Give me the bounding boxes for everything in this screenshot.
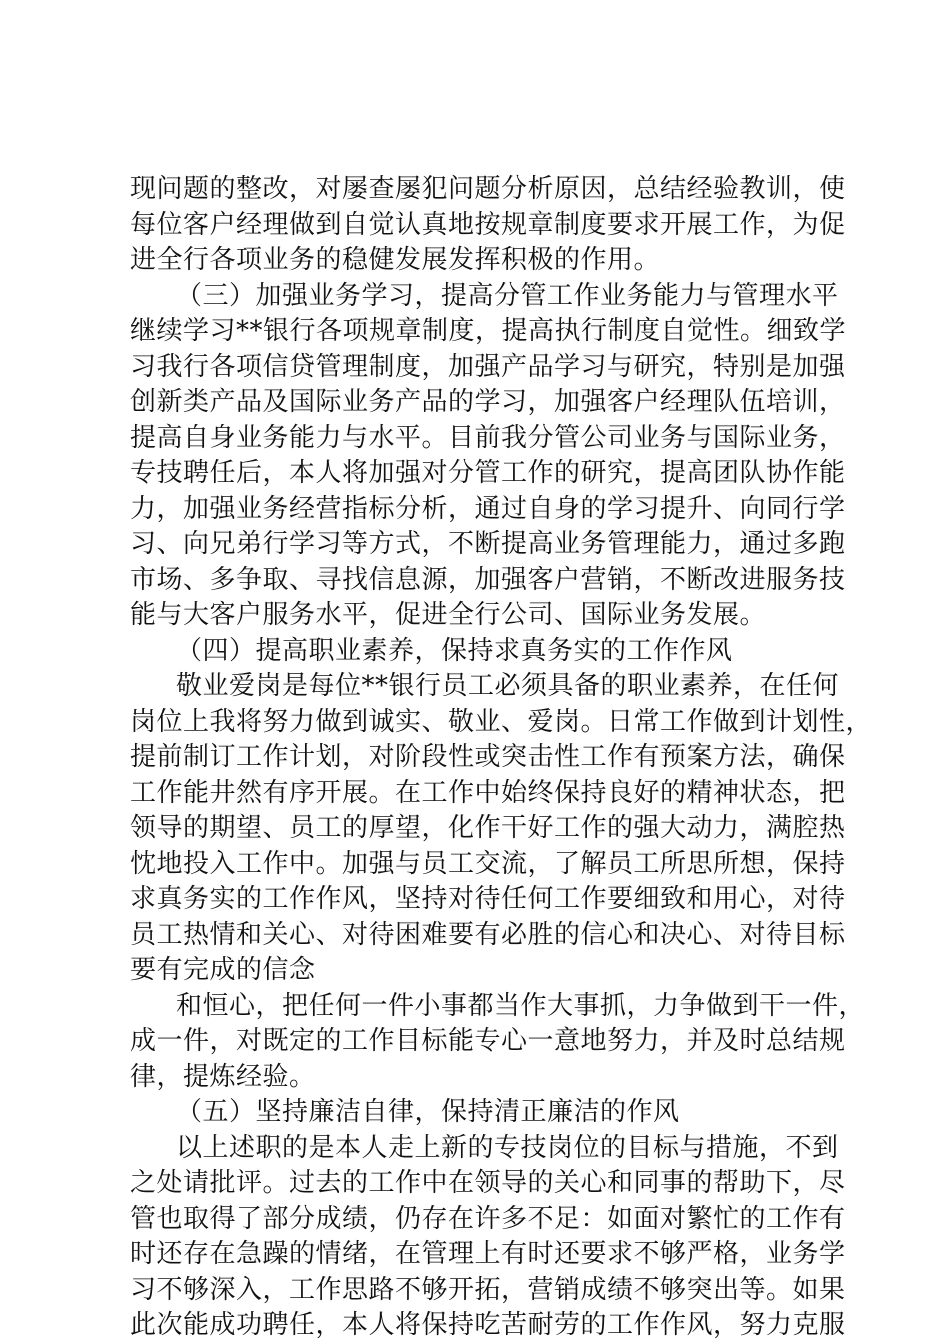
text-line: 力，加强业务经营指标分析，通过自身的学习提升、向同行学 (130, 493, 846, 524)
text-line: 进全行各项业务的稳健发展发挥积极的作用。 (130, 245, 661, 275)
text-line: 习不够深入，工作思路不够开拓，营销成绩不够突出等。如果 (130, 1274, 846, 1305)
text-line: 和恒心，把任何一件小事都当作大事抓，力争做到干一件， (176, 990, 866, 1021)
text-line: 创新类产品及国际业务产品的学习，加强客户经理队伍培训， (130, 387, 846, 417)
text-line: 提高自身业务能力与水平。目前我分管公司业务与国际业务， (130, 422, 846, 453)
text-line: 此次能成功聘任，本人将保持吃苦耐劳的工作作风，努力克服 (130, 1310, 846, 1340)
text-line: 习我行各项信贷管理制度，加强产品学习与研究，特别是加强 (130, 351, 846, 382)
text-line: （三）加强业务学习，提高分管工作业务能力与管理水平 (176, 280, 839, 311)
text-line: 要有完成的信念 (130, 955, 316, 985)
text-line: 敬业爱岗是每位**银行员工必须具备的职业素养，在任何 (176, 671, 840, 701)
text-line: 提前制订工作计划，对阶段性或突击性工作有预案方法，确保 (130, 742, 846, 772)
text-line: 律，提炼经验。 (130, 1061, 316, 1092)
text-line: 领导的期望、员工的厚望，化作干好工作的强大动力，满腔热 (130, 813, 846, 843)
text-line: 之处请批评。过去的工作中在领导的关心和同事的帮助下，尽 (130, 1168, 846, 1198)
text-line: 专技聘任后，本人将加强对分管工作的研究，提高团队协作能 (130, 458, 846, 488)
text-line: 能与大客户服务水平，促进全行公司、国际业务发展。 (130, 600, 767, 630)
text-line: （四）提高职业素养，保持求真务实的工作作风 (176, 635, 733, 666)
text-line: 工作能井然有序开展。在工作中始终保持良好的精神状态，把 (130, 777, 846, 808)
text-line: 习、向兄弟行学习等方式，不断提高业务管理能力，通过多跑 (130, 529, 846, 559)
text-line: 求真务实的工作作风，坚持对待任何工作要细致和用心，对待 (130, 884, 846, 914)
body-text (130, 172, 873, 1344)
text-line: 每位客户经理做到自觉认真地按规章制度要求开展工作，为促 (130, 209, 846, 240)
text-line: 忱地投入工作中。加强与员工交流，了解员工所思所想，保持 (130, 848, 846, 879)
text-line: 现问题的整改，对屡查屡犯问题分析原因，总结经验教训，使 (130, 174, 846, 204)
text-line: 继续学习**银行各项规章制度，提高执行制度自觉性。细致学 (130, 316, 847, 346)
text-line: 管也取得了部分成绩，仍存在许多不足：如面对繁忙的工作有 (130, 1203, 846, 1234)
text-line: 岗位上我将努力做到诚实、敬业、爱岗。日常工作做到计划性， (130, 706, 873, 737)
text-line: （五）坚持廉洁自律，保持清正廉洁的作风 (176, 1097, 680, 1127)
text-line: 成一件，对既定的工作目标能专心一意地努力，并及时总结规 (130, 1026, 846, 1056)
text-line: 以上述职的是本人走上新的专技岗位的目标与措施，不到 (176, 1132, 839, 1163)
text-line: 员工热情和关心、对待困难要有必胜的信心和决心、对待目标 (130, 919, 846, 950)
text-line: 时还存在急躁的情绪，在管理上有时还要求不够严格，业务学 (130, 1239, 846, 1269)
text-line: 市场、多争取、寻找信息源，加强客户营销，不断改进服务技 (130, 564, 846, 595)
